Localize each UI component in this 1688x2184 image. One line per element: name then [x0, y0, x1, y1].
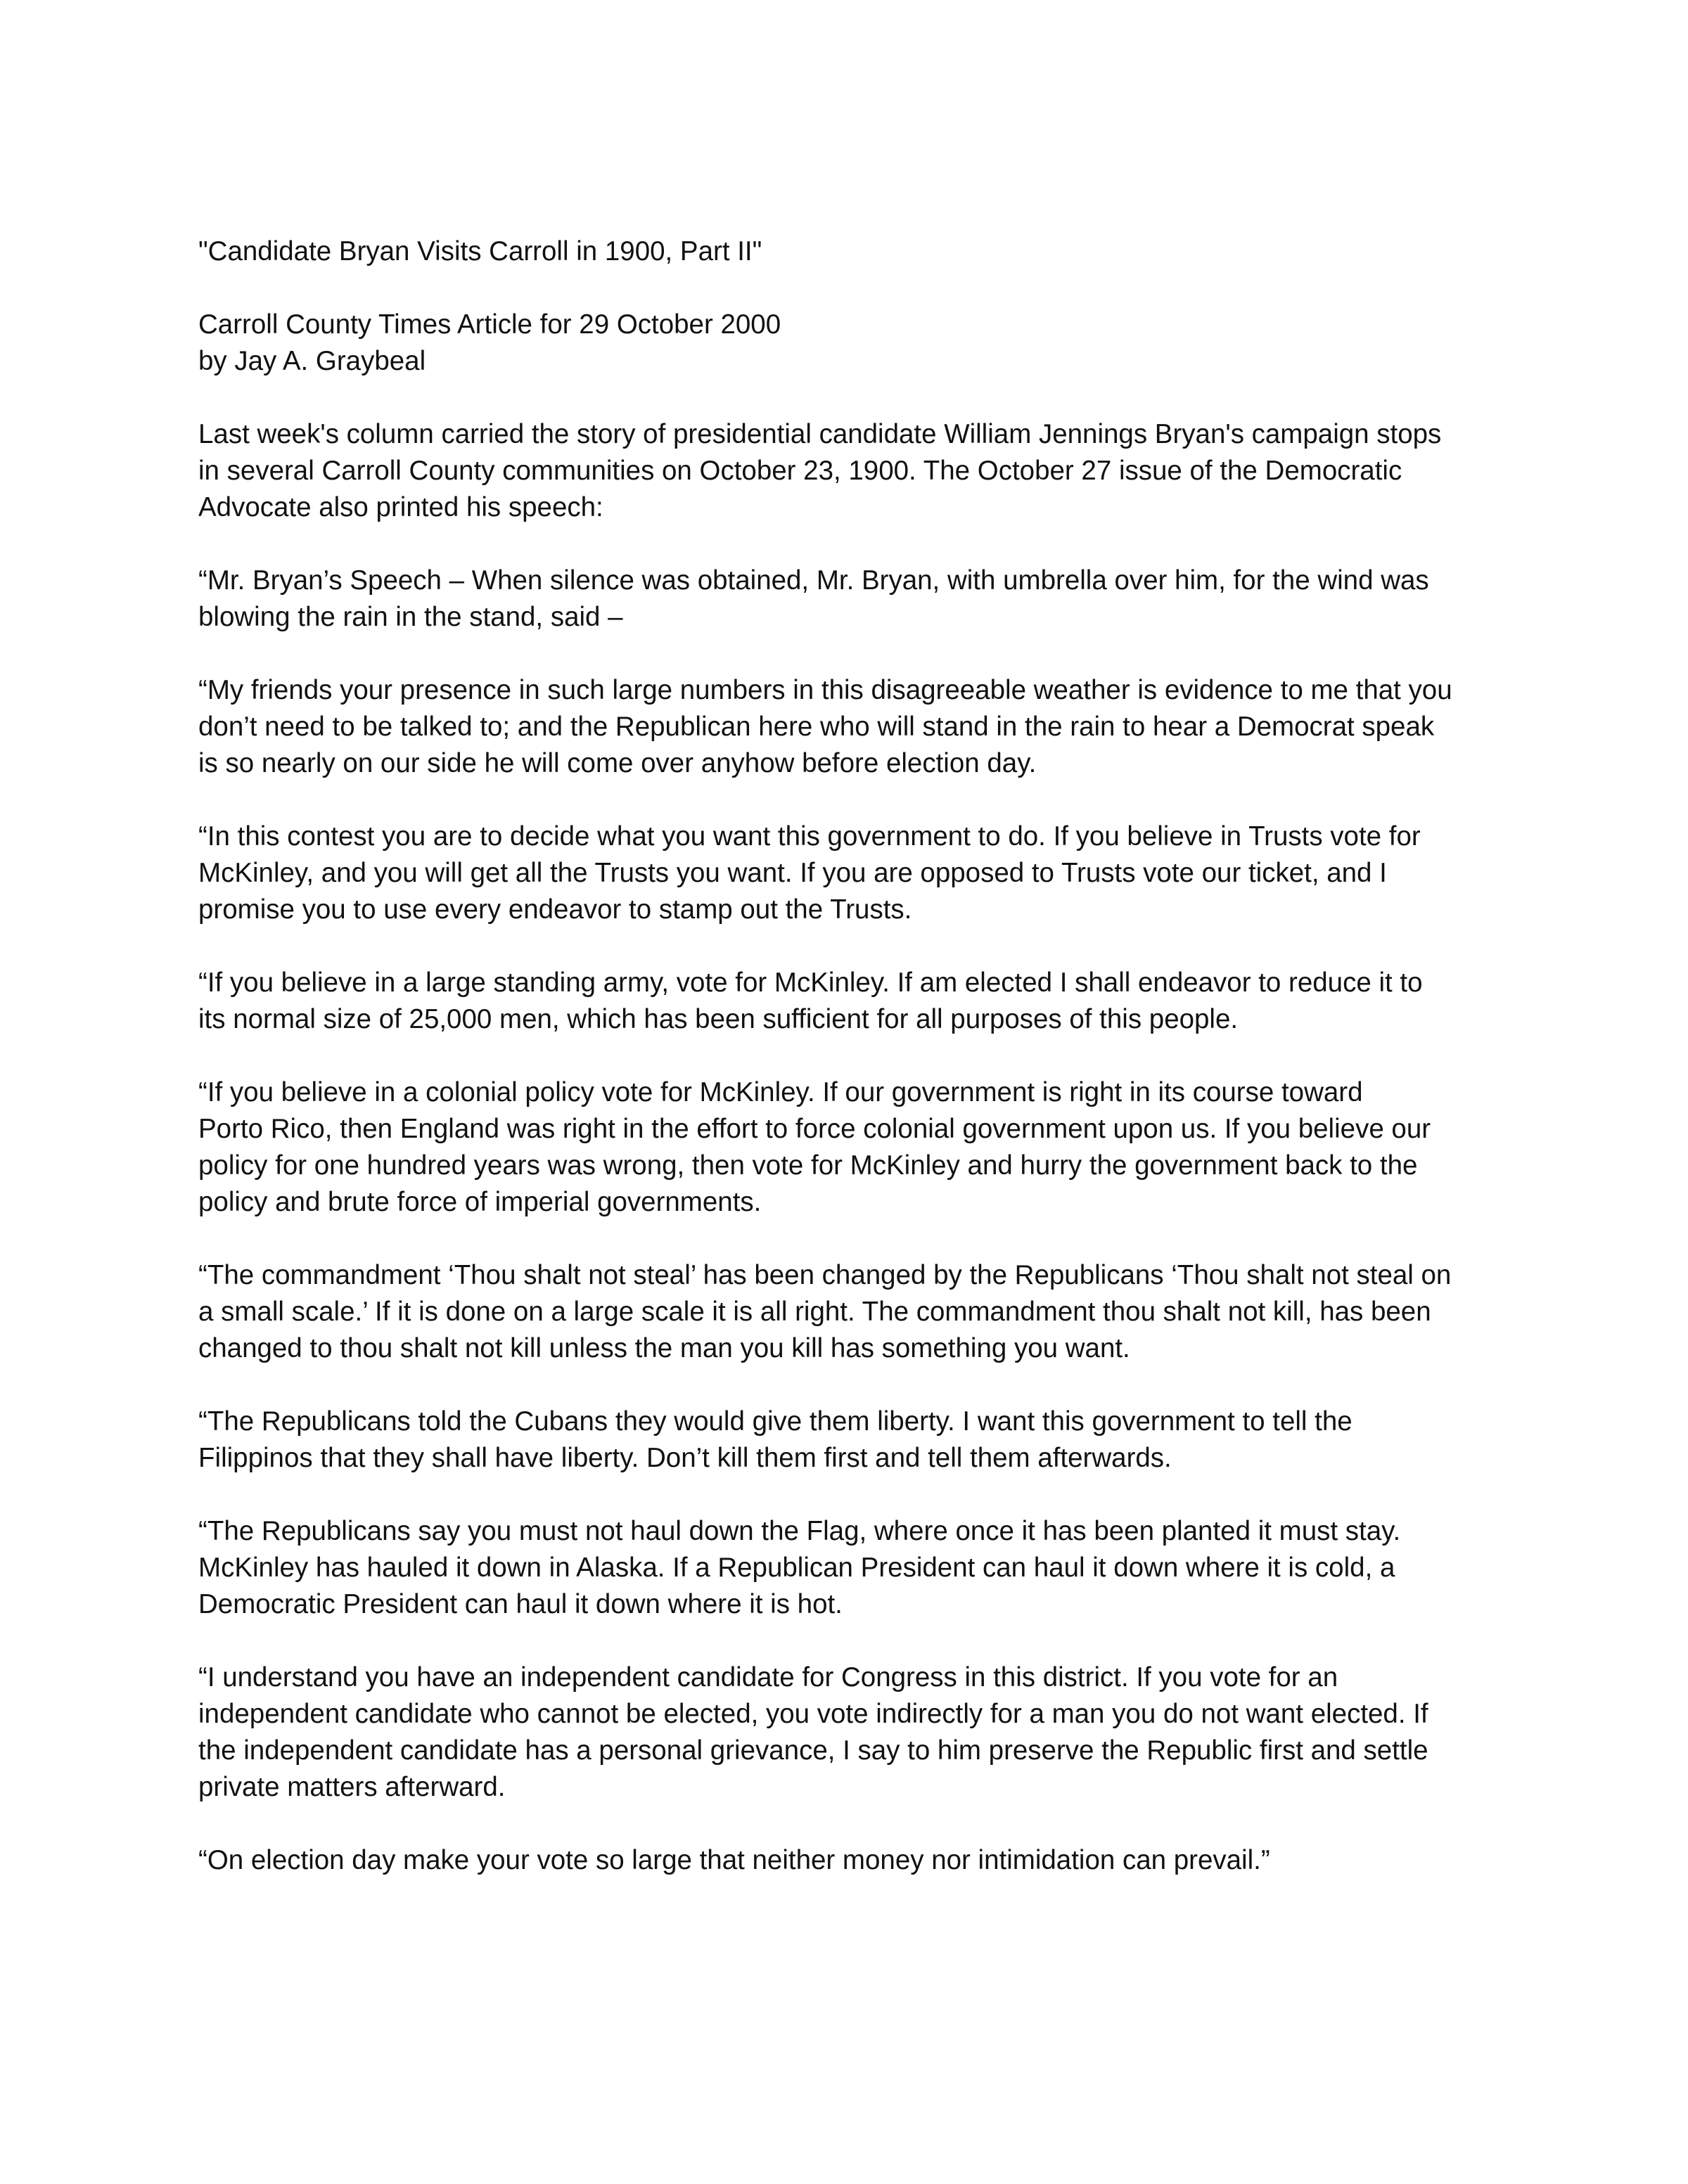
paragraph-line: a small scale.’ If it is done on a large scale it is all right. The commandment thou shalt not kill, has been — [198, 1297, 1431, 1327]
byline-block — [198, 307, 1507, 380]
paragraph-line: “My friends your presence in such large numbers in this disagreeable weather is evidence to me that you — [198, 675, 1452, 705]
paragraph-line: “Mr. Bryan’s Speech – When silence was obtained, Mr. Bryan, with umbrella over him, for the wind was — [198, 565, 1429, 596]
paragraph-line: “I understand you have an independent candidate for Congress in this district. If you vote for an — [198, 1662, 1338, 1692]
paragraph-line: private matters afterward. — [198, 1772, 506, 1802]
paragraph — [198, 1257, 1507, 1367]
paragraph-line: its normal size of 25,000 men, which has been sufficient for all purposes of this people. — [198, 1004, 1239, 1034]
paragraph-line: “In this contest you are to decide what you want this government to do. If you believe in Trusts vote for — [198, 821, 1421, 852]
paragraph-line: the independent candidate has a personal grievance, I say to him preserve the Republic first and settle — [198, 1735, 1428, 1766]
paragraph-line: Filippinos that they shall have liberty. Don’t kill them first and tell them afterwards. — [198, 1443, 1172, 1473]
author-line: by Jay A. Graybeal — [198, 346, 426, 376]
document-title: "Candidate Bryan Visits Carroll in 1900, Part II" — [198, 236, 762, 266]
paragraph — [198, 818, 1507, 928]
paragraph — [198, 965, 1507, 1038]
paragraph — [198, 1074, 1507, 1221]
paragraph-line: Last week's column carried the story of presidential candidate William Jennings Bryan's campaign stops — [198, 419, 1442, 449]
paragraph-line: policy for one hundred years was wrong, then vote for McKinley and hurry the government back to the — [198, 1150, 1418, 1181]
document-page — [198, 233, 1507, 1915]
paragraph-line: “On election day make your vote so large that neither money nor intimidation can prevail.” — [198, 1845, 1270, 1875]
paragraph-line: “If you believe in a large standing army, vote for McKinley. If am elected I shall endeavor to reduce it to — [198, 968, 1423, 998]
paragraph — [198, 563, 1507, 636]
paragraph-line: Porto Rico, then England was right in the effort to force colonial government upon us. If you believe our — [198, 1114, 1431, 1144]
publication-line: Carroll County Times Article for 29 October 2000 — [198, 309, 781, 340]
paragraph-line: policy and brute force of imperial governments. — [198, 1187, 762, 1217]
paragraph-line: promise you to use every endeavor to stamp out the Trusts. — [198, 894, 912, 925]
paragraph-line: in several Carroll County communities on October 23, 1900. The October 27 issue of the Democratic — [198, 456, 1402, 486]
paragraph-line: McKinley, and you will get all the Trusts you want. If you are opposed to Trusts vote our ticket, and I — [198, 858, 1387, 888]
paragraph-line: blowing the rain in the stand, said – — [198, 602, 623, 632]
paragraph-line: “If you believe in a colonial policy vote for McKinley. If our government is right in its course toward — [198, 1077, 1363, 1107]
paragraph-line: “The commandment ‘Thou shalt not steal’ has been changed by the Republicans ‘Thou shalt not steal on — [198, 1260, 1452, 1290]
paragraph-line: Democratic President can haul it down where it is hot. — [198, 1589, 843, 1619]
paragraph-line: changed to thou shalt not kill unless the man you kill has something you want. — [198, 1333, 1130, 1363]
paragraph-line: McKinley has hauled it down in Alaska. If a Republican President can haul it down where it is cold, a — [198, 1553, 1395, 1583]
paragraph — [198, 416, 1507, 526]
paragraph — [198, 1659, 1507, 1806]
paragraph-line: independent candidate who cannot be elected, you vote indirectly for a man you do not want elected. If — [198, 1699, 1428, 1729]
paragraph — [198, 1842, 1507, 1879]
paragraph — [198, 672, 1507, 782]
paragraph-line: don’t need to be talked to; and the Republican here who will stand in the rain to hear a Democrat speak — [198, 712, 1435, 742]
paragraph-line: “The Republicans say you must not haul down the Flag, where once it has been planted it must stay. — [198, 1516, 1401, 1546]
paragraph — [198, 1513, 1507, 1623]
paragraph — [198, 1403, 1507, 1477]
paragraph-line: “The Republicans told the Cubans they would give them liberty. I want this government to tell the — [198, 1406, 1353, 1437]
paragraph-line: Advocate also printed his speech: — [198, 492, 603, 522]
paragraph-line: is so nearly on our side he will come over anyhow before election day. — [198, 748, 1037, 778]
article-body — [198, 416, 1507, 1879]
